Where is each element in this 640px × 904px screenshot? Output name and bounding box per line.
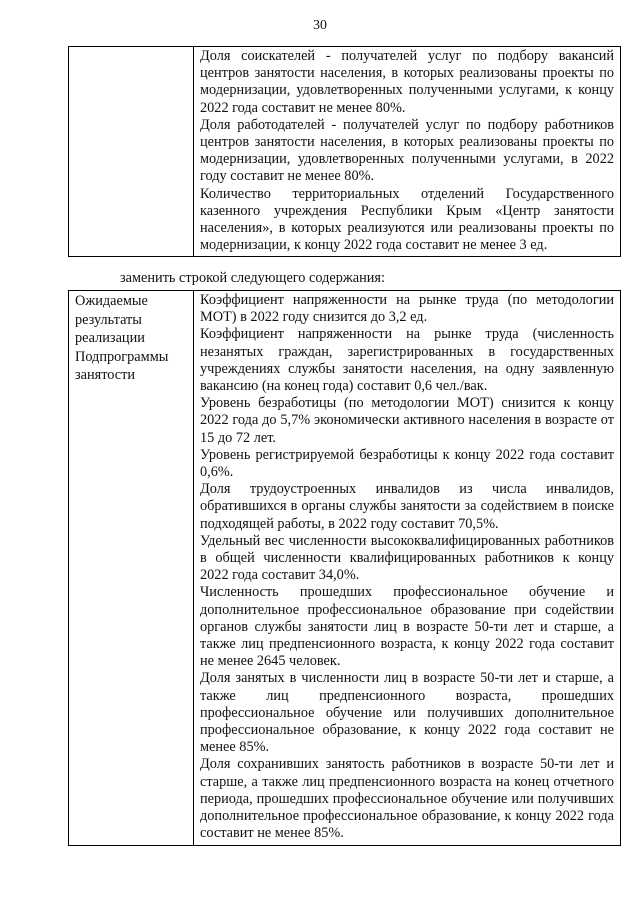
- indicator-paragraph: Доля занятых в численности лиц в возрасте 50-ти лет и старше, а также лиц предпенсионного возраста, прошедших профессиональное обучение или получивших дополнительное профессиональное образование, к концу 2022 года составит не менее 85%.: [200, 670, 614, 756]
- indicator-paragraph: Доля соискателей - получателей услуг по подбору вакансий центров занятости населения, в которых реализованы проекты по модернизации, удовлетворенных полученными услугами, к концу 2022 года составит не менее 80%.: [200, 48, 614, 116]
- left-cell-line: занятости: [75, 367, 136, 383]
- left-cell-line: Ожидаемые: [75, 293, 148, 309]
- indicator-paragraph: Уровень безработицы (по методологии МОТ) снизится к концу 2022 года до 5,7% экономически активного населения в возрасте от 15 до 72 лет.: [200, 395, 614, 446]
- table-right-cell: [194, 47, 621, 257]
- indicator-paragraph: Численность прошедших профессиональное обучение и дополнительное профессиональное образование при содействии органов службы занятости лиц в возрасте 50-ти лет и старше, а также лиц предпенсионного возраста, к концу 2022 года составит не менее 2645 человек.: [200, 584, 614, 670]
- indicator-paragraph: Коэффициент напряженности на рынке труда (по методологии МОТ) в 2022 году снизится до 3,2 ед.: [200, 292, 614, 326]
- table-right-cell: [194, 291, 621, 846]
- left-cell-line: Подпрограммы: [75, 348, 169, 365]
- replace-instruction: заменить строкой следующего содержания:: [120, 270, 385, 286]
- left-cell-line: реализации: [75, 330, 145, 346]
- indicator-paragraph: Уровень регистрируемой безработицы к концу 2022 года составит 0,6%.: [200, 446, 614, 481]
- indicator-paragraph: Удельный вес численности высококвалифицированных работников в общей численности квалифицированных работников к концу 2022 года составит 34,0%.: [200, 532, 614, 584]
- left-cell-line: результаты: [75, 311, 142, 328]
- indicator-paragraph: Количество территориальных отделений Государственного казенного учреждения Республики Крым «Центр занятости населения», в которых реализуются или реализованы проекты по модернизации, к концу 2022 года составит не менее 3 ед.: [200, 185, 614, 254]
- indicator-paragraph: Доля работодателей - получателей услуг по подбору работников центров занятости населения, в которых реализованы проекты по модернизации, удовлетворенных полученными услугами, в 2022 году составит не менее 80%.: [200, 116, 614, 185]
- table-row: [69, 47, 621, 257]
- indicator-paragraph: Доля трудоустроенных инвалидов из числа инвалидов, обратившихся в органы службы занятости за содействием в поиске подходящей работы, в 2022 году составит 70,5%.: [200, 481, 614, 532]
- page-number: 30: [313, 18, 327, 33]
- results-table-new: [68, 290, 621, 846]
- table-left-cell: [69, 47, 194, 257]
- results-table-old: [68, 46, 621, 257]
- indicator-paragraph: Коэффициент напряженности на рынке труда (численность незанятых граждан, зарегистрированных в государственных учреждениях службы занятости населения, на одну заявленную вакансию (на конец года) составит 0,6 чел./вак.: [200, 326, 614, 395]
- table-left-cell: [69, 291, 194, 846]
- table-row: [69, 291, 621, 846]
- indicator-paragraph: Доля сохранивших занятость работников в возрасте 50-ти лет и старше, а также лиц предпенсионного возраста на конец отчетного периода, прошедших профессиональное обучение или получивших дополнительное профессиональное образование, к концу 2022 года составит не менее 85%.: [200, 756, 614, 842]
